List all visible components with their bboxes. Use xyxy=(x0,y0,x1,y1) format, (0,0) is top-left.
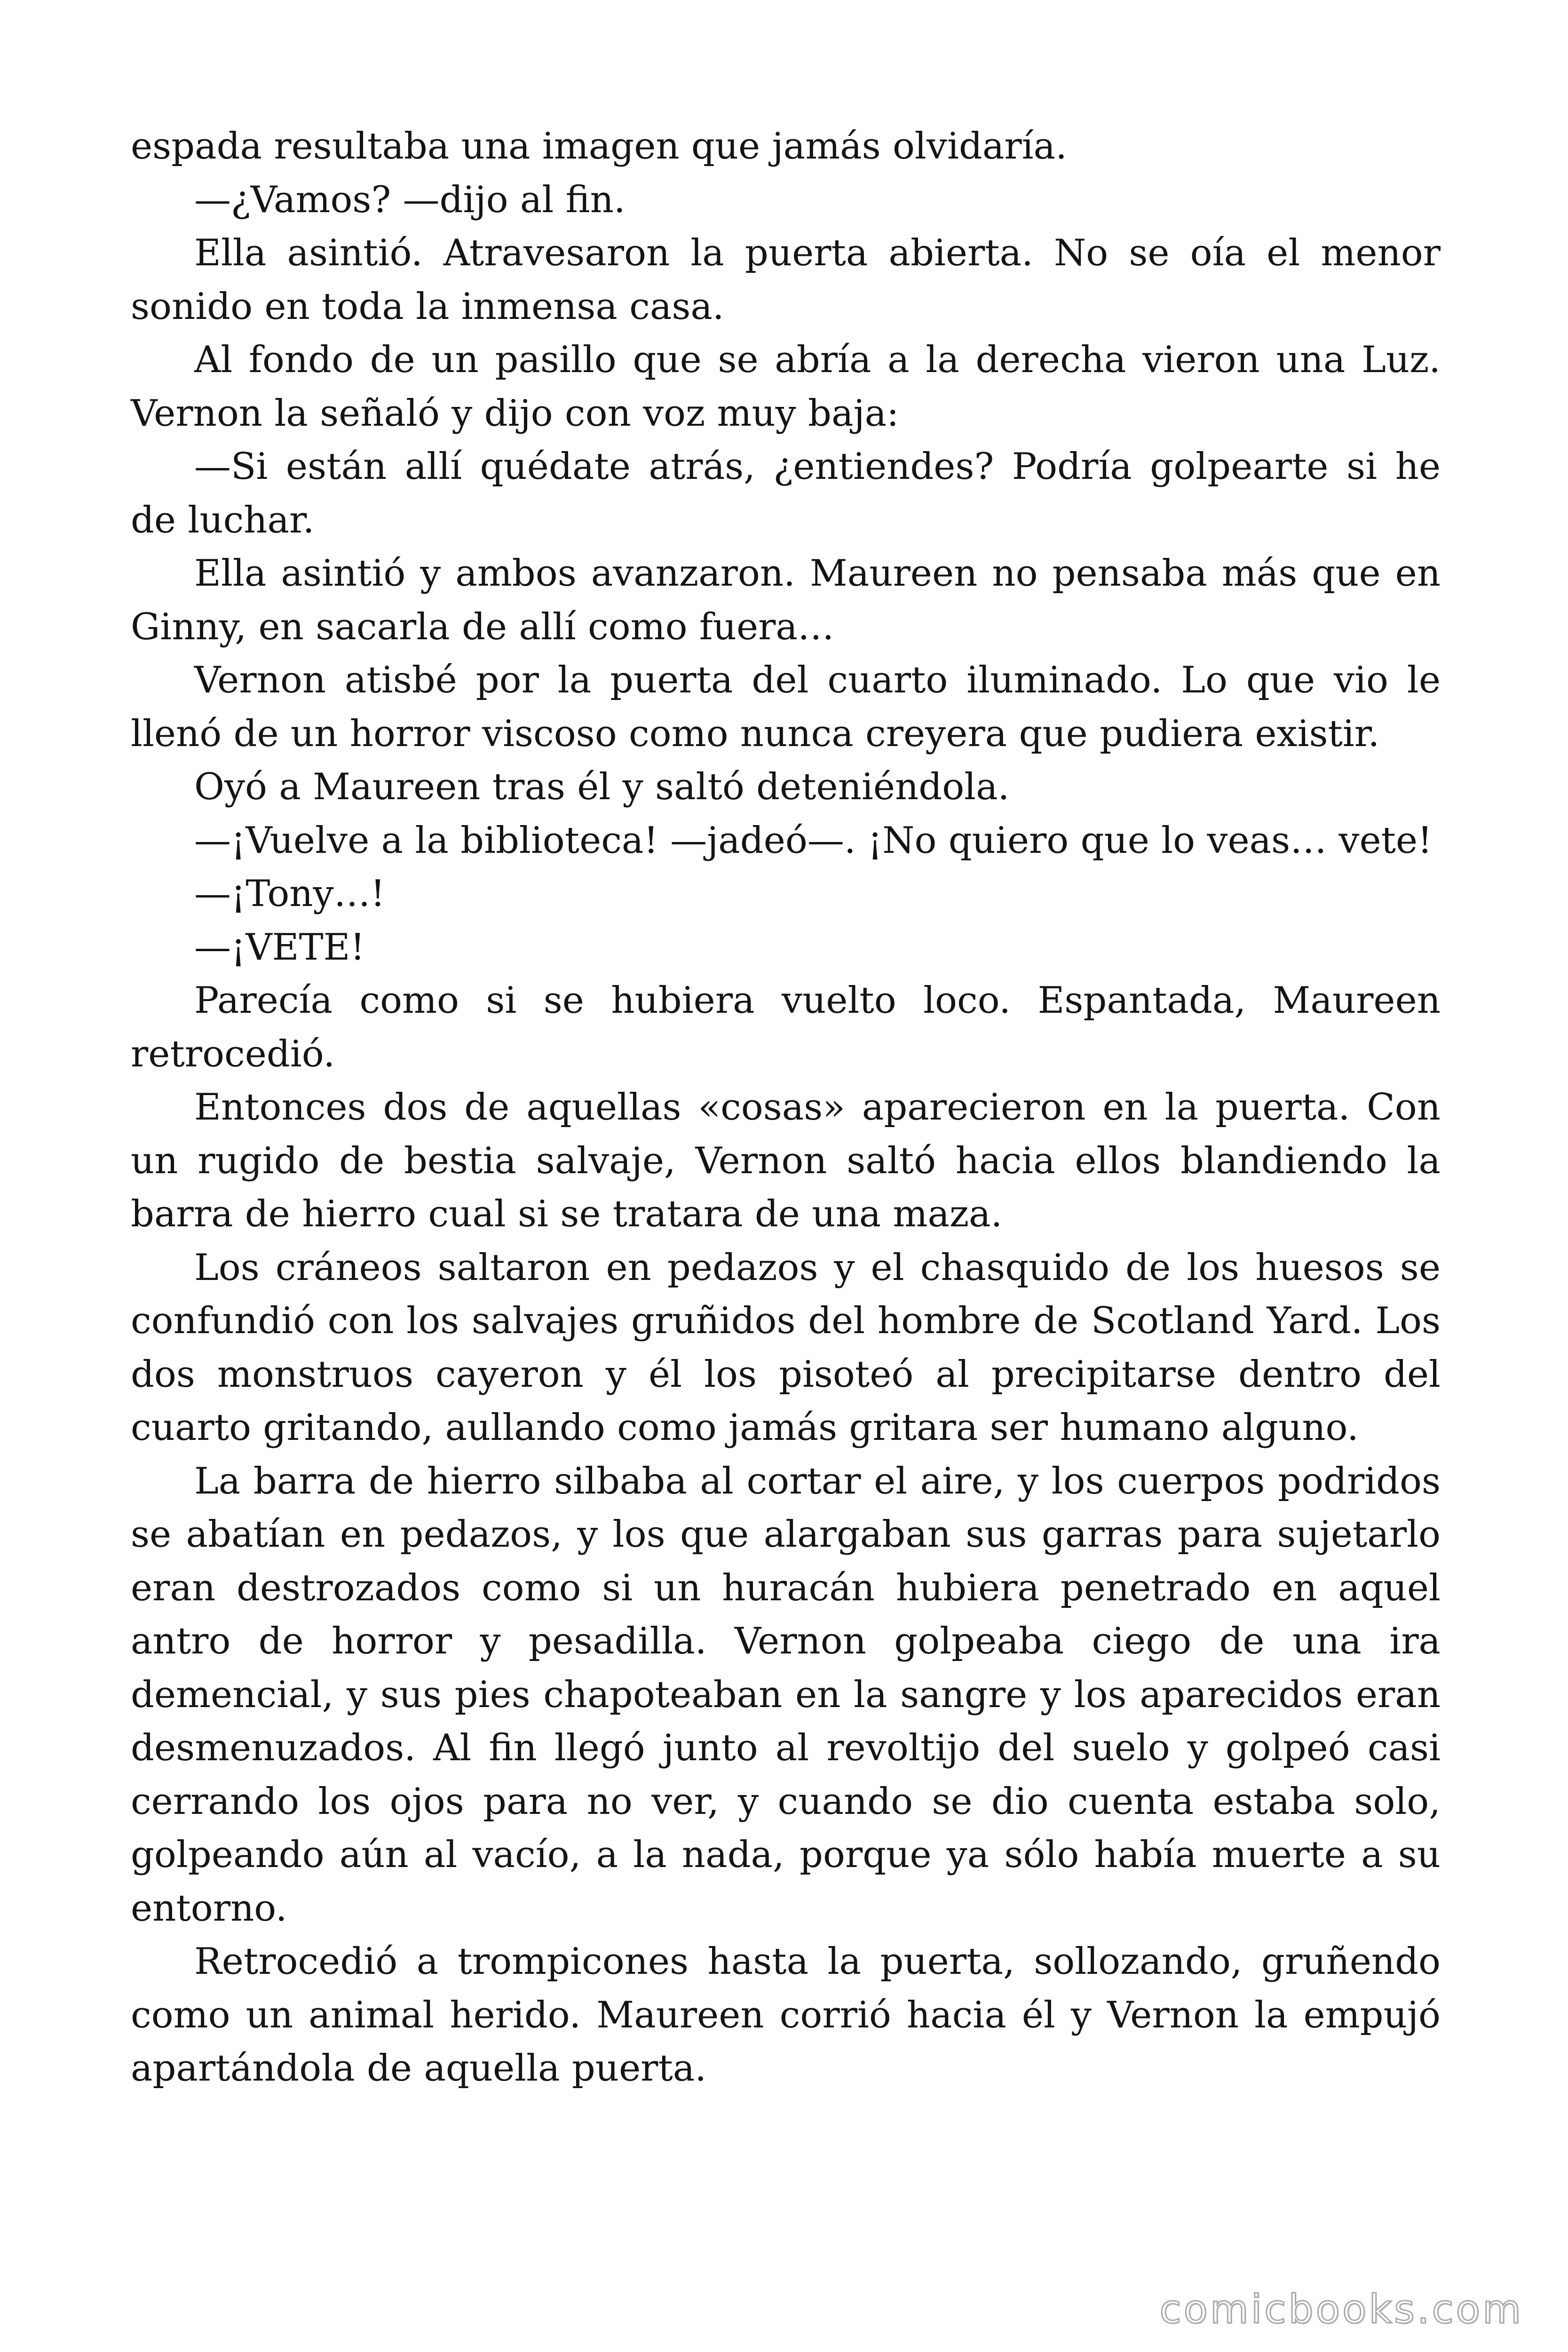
paragraph-15: La barra de hierro silbaba al cortar el aire, y los cuerpos podridos se abatían en pedazos, y los que alargaban sus garras para sujetarlo eran destrozados como si un huracán hubiera penetrado en aquel antro de horror y pesadilla. Vernon golpeaba ciego de una ira demencial, y sus pies chapoteaban en la sangre y los aparecidos eran desmenuzados. Al fin llegó junto al revoltijo del suelo y golpeó casi cerrando los ojos para no ver, y cuando se dio cuenta estaba solo, golpeando aún al vacío, a la nada, porque ya sólo había muerte a su entorno. xyxy=(131,1460,1441,1930)
paragraph-12: Parecía como si se hubiera vuelto loco. Espantada, Maureen retrocedió. xyxy=(131,979,1441,1075)
paragraph-11: —¡VETE! xyxy=(194,926,365,969)
site-watermark: comicbooks.com xyxy=(1159,2286,1523,2332)
paragraph-2: —¿Vamos? —dijo al fin. xyxy=(194,178,626,221)
paragraph-5: —Si están allí quédate atrás, ¿entiendes? Podría golpearte si he de luchar. xyxy=(131,445,1441,541)
paragraph-10: —¡Tony…! xyxy=(194,873,385,915)
paragraph-16: Retrocedió a trompicones hasta la puerta, sollozando, gruñendo como un animal herido. Maureen corrió hacia él y Vernon la empujó apartándola de aquella puerta. xyxy=(131,1940,1441,2090)
paragraph-6: Ella asintió y ambos avanzaron. Maureen no pensaba más que en Ginny, en sacarla de allí como fuera… xyxy=(131,552,1441,648)
paragraph-4: Al fondo de un pasillo que se abría a la derecha vieron una Luz. Vernon la señaló y dijo con voz muy baja: xyxy=(131,339,1441,435)
paragraph-8: Oyó a Maureen tras él y saltó deteniéndola. xyxy=(194,766,1010,808)
paragraph-13: Entonces dos de aquellas «cosas» aparecieron en la puerta. Con un rugido de bestia salvaje, Vernon saltó hacia ellos blandiendo la barra de hierro cual si se tratara de una maza. xyxy=(131,1086,1441,1235)
body-text xyxy=(131,120,1441,2096)
paragraph-3: Ella asintió. Atravesaron la puerta abierta. No se oía el menor sonido en toda la inmensa casa. xyxy=(131,232,1441,328)
paragraph-14: Los cráneos saltaron en pedazos y el chasquido de los huesos se confundió con los salvajes gruñidos del hombre de Scotland Yard. Los dos monstruos cayeron y él los pisoteó al precipitarse dentro del cuarto gritando, aullando como jamás gritara ser humano alguno. xyxy=(131,1246,1441,1449)
paragraph-7: Vernon atisbé por la puerta del cuarto iluminado. Lo que vio le llenó de un horror viscoso como nunca creyera que pudiera existir. xyxy=(131,659,1441,755)
paragraph-9: —¡Vuelve a la biblioteca! —jadeó—. ¡No quiero que lo veas… vete! xyxy=(194,819,1433,862)
paragraph-1: espada resultaba una imagen que jamás olvidaría. xyxy=(131,125,1067,167)
